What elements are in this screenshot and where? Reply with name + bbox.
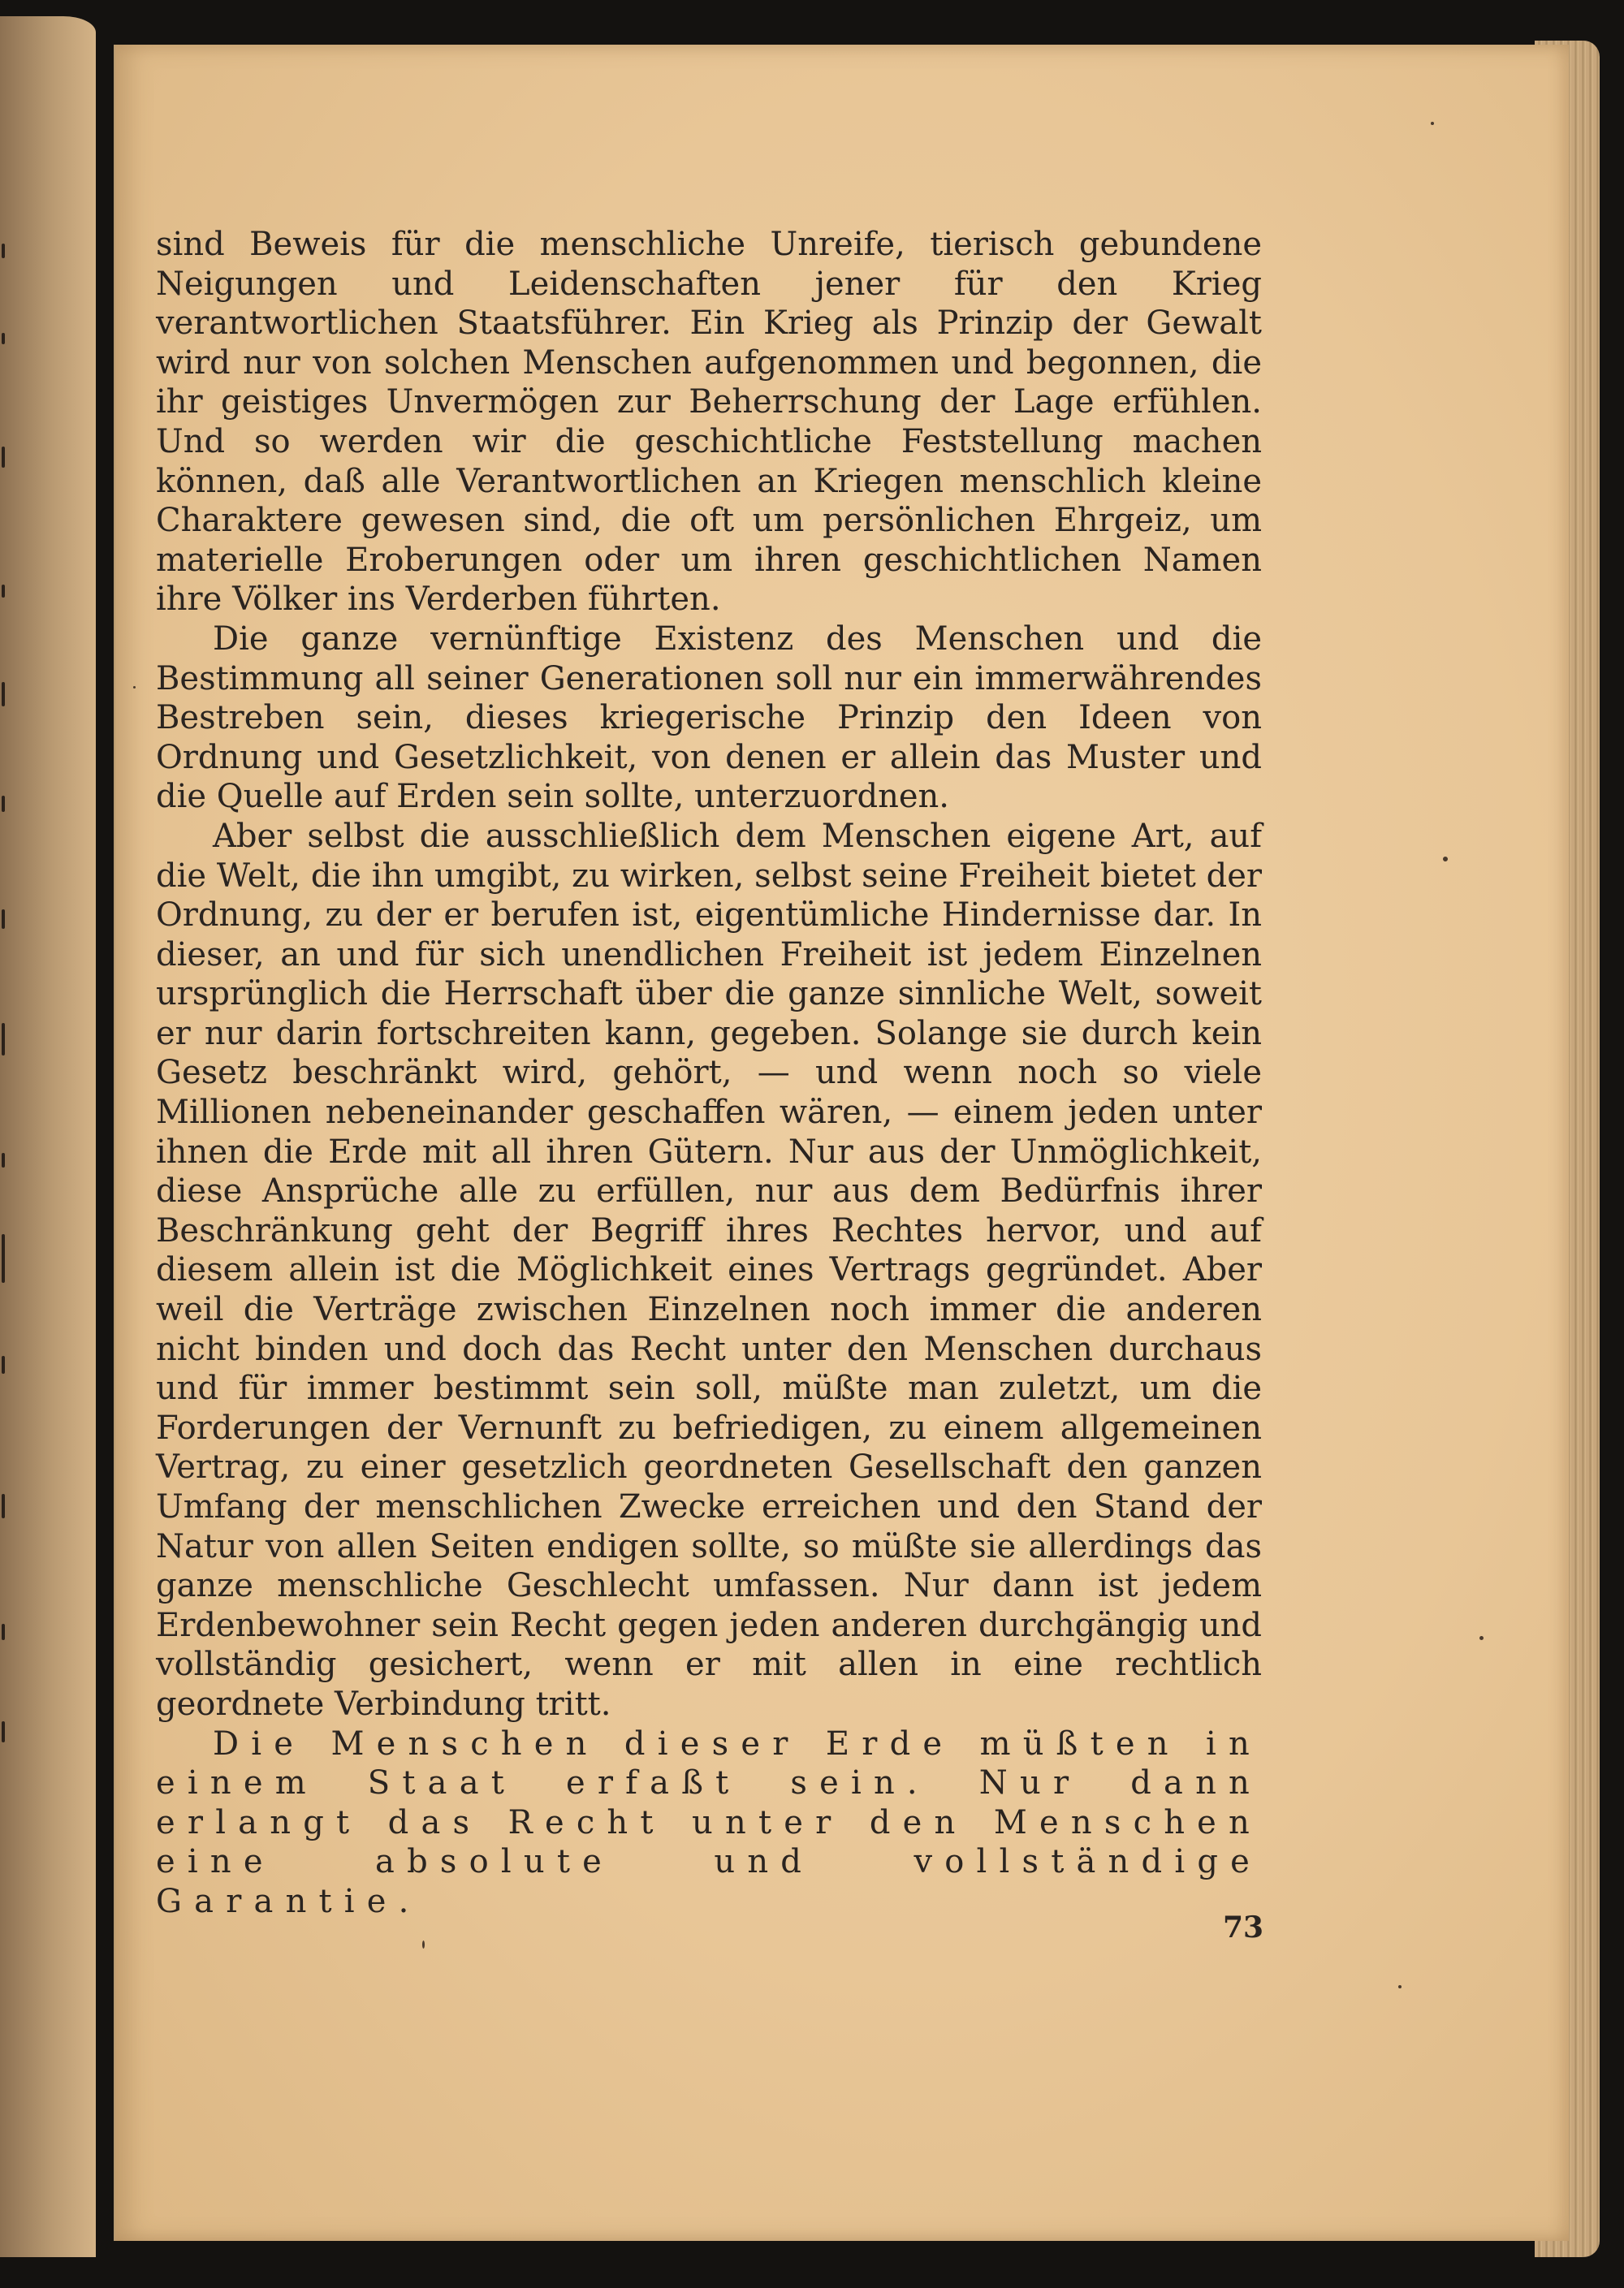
page-number: 73 [1223, 1910, 1264, 1945]
emphasis-paragraph: Die Menschen dieser Erde müßten in einem Staat erfaßt sein. Nur dann erlangt das Recht unter den Menschen eine absolute und vollständige Garantie. [156, 1725, 1262, 1920]
ink-speck [422, 1940, 425, 1949]
paragraph-2: Die ganze vernünftige Existenz des Menschen und die Bestimmung all seiner Generationen soll nur ein immerwährendes Bestreben sein, dieses kriegerische Prinzip den Ideen von Ordnung und Gesetzlichkeit, von denen er allein das Muster und die Quelle auf Erden sein sollte, unterzuordnen. [156, 619, 1262, 816]
ink-speck [1431, 122, 1434, 125]
paragraph-3: Aber selbst die ausschließlich dem Menschen eigene Art, auf die Welt, die ihn umgibt, zu wirken, selbst seine Freiheit bietet der Ordnung, zu der er berufen ist, eigentümliche Hindernisse dar. In dieser, an und für sich unendlichen Freiheit ist jedem Einzelnen ursprünglich die Herrschaft über die ganze sinnliche Welt, soweit er nur darin fortschreiten kann, gegeben. Solange sie durch kein Gesetz beschränkt wird, gehört, — und wenn noch so viele Millionen nebeneinander geschaffen wären, — einem jeden unter ihnen die Erde mit all ihren Gütern. Nur aus der Unmöglichkeit, diese Ansprüche alle zu erfüllen, nur aus dem Bedürfnis ihrer Beschränkung geht der Begriff ihres Rechtes hervor, und auf diesem allein ist die Möglichkeit eines Vertrags gegründet. Aber weil die Verträge zwischen Einzelnen noch immer die anderen nicht binden und doch das Recht unter den Menschen durchaus und für immer bestimmt sein soll, müßte man zuletzt, um die Forderungen der Vernunft zu befriedigen, zu einem allgemeinen Vertrag, zu einer gesetzlich geordneten Gesellschaft den ganzen Umfang der menschlichen Zwecke erreichen und den Stand der Natur von allen Seiten endigen sollte, so müßte sie allerdings das ganze menschliche Geschlecht umfassen. Nur dann ist jedem Erdenbewohner sein Recht gegen jeden anderen durchgängig und vollständig gesichert, wenn er mit allen in eine rechtlich geordnete Verbindung tritt. [156, 817, 1262, 1723]
paragraph-1: sind Beweis für die menschliche Unreife, tierisch gebundene Neigungen und Leidenschaften jener für den Krieg verantwortlichen Staatsführer. Ein Krieg als Prinzip der Gewalt wird nur von solchen Menschen aufgenommen und begonnen, die ihr geistiges Unvermögen zur Beherrschung der Lage erfühlen. Und so werden wir die geschichtliche Feststellung machen können, daß alle Verantwortlichen an Kriegen menschlich kleine Charaktere gewesen sind, die oft um persönlichen Ehrgeiz, um materielle Eroberungen oder um ihren geschichtlichen Namen ihre Völker ins Verderben führten. [156, 226, 1262, 619]
ink-speck [133, 686, 136, 689]
ink-speck [1443, 857, 1448, 861]
ink-speck [1479, 1636, 1484, 1640]
book-page [114, 45, 1569, 2241]
left-page-edge [0, 16, 96, 2257]
body-text [156, 225, 1262, 1922]
ink-speck [1398, 1985, 1402, 1988]
left-page-marks [2, 179, 50, 1802]
